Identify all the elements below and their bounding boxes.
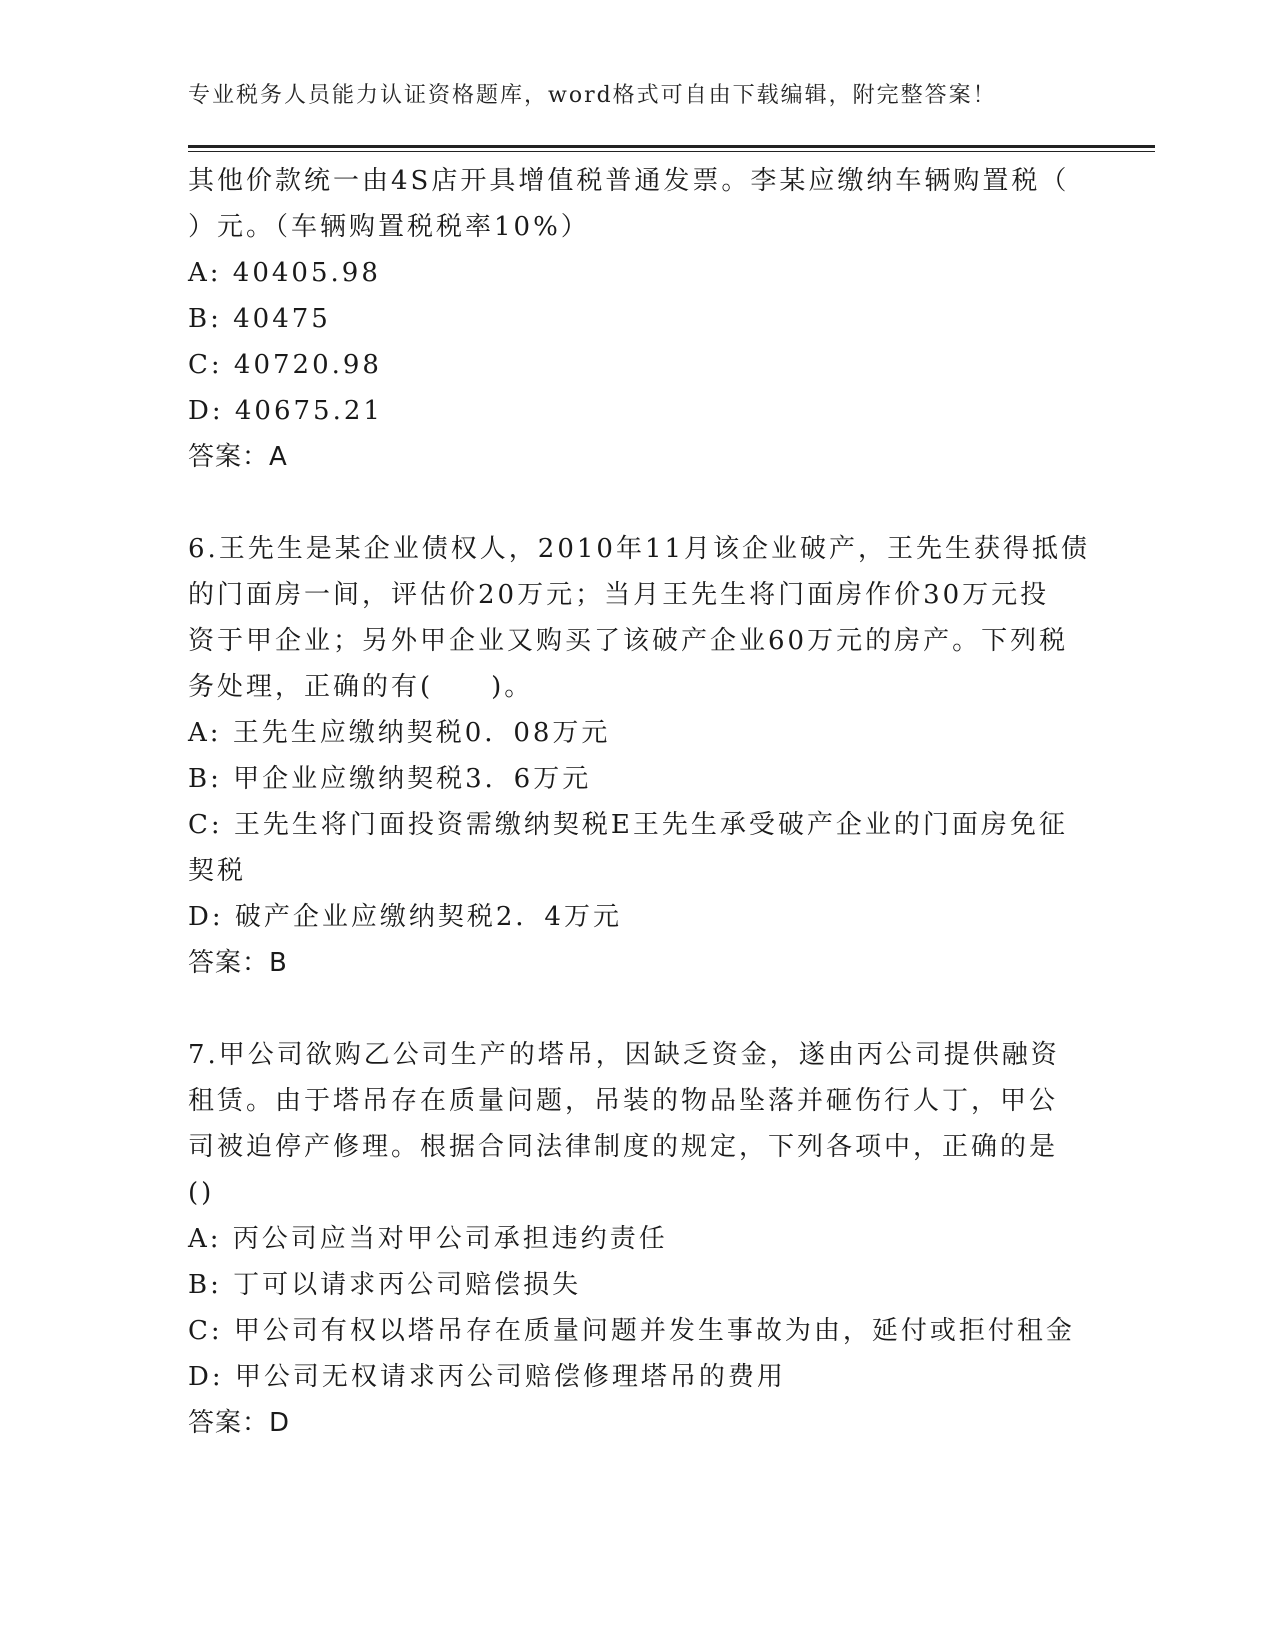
question-content <box>188 158 1091 1446</box>
question-text-line: 7.甲公司欲购乙公司生产的塔吊，因缺乏资金，遂由丙公司提供融资 <box>188 1040 1060 1070</box>
option-c: C: 40720.98 <box>188 350 382 380</box>
answer-line: 答案：D <box>188 1408 291 1438</box>
question-text-line: 务处理，正确的有( )。 <box>188 672 534 702</box>
question-7 <box>188 1032 1088 1446</box>
question-text-line: 司被迫停产修理。根据合同法律制度的规定，下列各项中，正确的是 <box>188 1132 1059 1162</box>
option-b: B: 甲企业应缴纳契税3．6万元 <box>188 764 592 794</box>
question-text-line: 租赁。由于塔吊存在质量问题，吊装的物品坠落并砸伤行人丁，甲公 <box>188 1086 1059 1116</box>
option-c-continued: 契税 <box>188 856 247 886</box>
option-b: B: 丁可以请求丙公司赔偿损失 <box>188 1270 582 1300</box>
question-text-line: ）元。（车辆购置税税率10%） <box>188 212 590 242</box>
question-text-line: 资于甲企业；另外甲企业又购买了该破产企业60万元的房产。下列税 <box>188 626 1069 656</box>
header-rule-thin <box>188 151 1155 152</box>
spacer <box>188 480 1088 526</box>
option-a: A: 王先生应缴纳契税0．08万元 <box>188 718 611 748</box>
header-rule-thick <box>188 145 1155 148</box>
option-c: C: 甲公司有权以塔吊存在质量问题并发生事故为由，延付或拒付租金 <box>188 1316 1075 1346</box>
option-a: A: 40405.98 <box>188 258 381 288</box>
option-b: B: 40475 <box>188 304 331 334</box>
question-text-line: () <box>188 1178 215 1208</box>
option-d: D: 破产企业应缴纳契税2．4万元 <box>188 902 622 932</box>
question-text-line: 的门面房一间，评估价20万元；当月王先生将门面房作价30万元投 <box>188 580 1050 610</box>
option-a: A: 丙公司应当对甲公司承担违约责任 <box>188 1224 668 1254</box>
option-d: D: 甲公司无权请求丙公司赔偿修理塔吊的费用 <box>188 1362 786 1392</box>
answer-line: 答案：B <box>188 948 288 978</box>
spacer <box>188 986 1088 1032</box>
question-text-line: 其他价款统一由4S店开具增值税普通发票。李某应缴纳车辆购置税（ <box>188 166 1070 196</box>
question-text-line: 6.王先生是某企业债权人，2010年11月该企业破产，王先生获得抵债 <box>188 534 1091 564</box>
question-6 <box>188 526 1091 986</box>
option-c: C: 王先生将门面投资需缴纳契税E王先生承受破产企业的门面房免征 <box>188 810 1068 840</box>
option-d: D: 40675.21 <box>188 396 383 426</box>
page-header: 专业税务人员能力认证资格题库，word格式可自由下载编辑，附完整答案！ <box>188 83 997 108</box>
answer-line: 答案：A <box>188 442 288 472</box>
question-5 <box>188 158 1088 480</box>
